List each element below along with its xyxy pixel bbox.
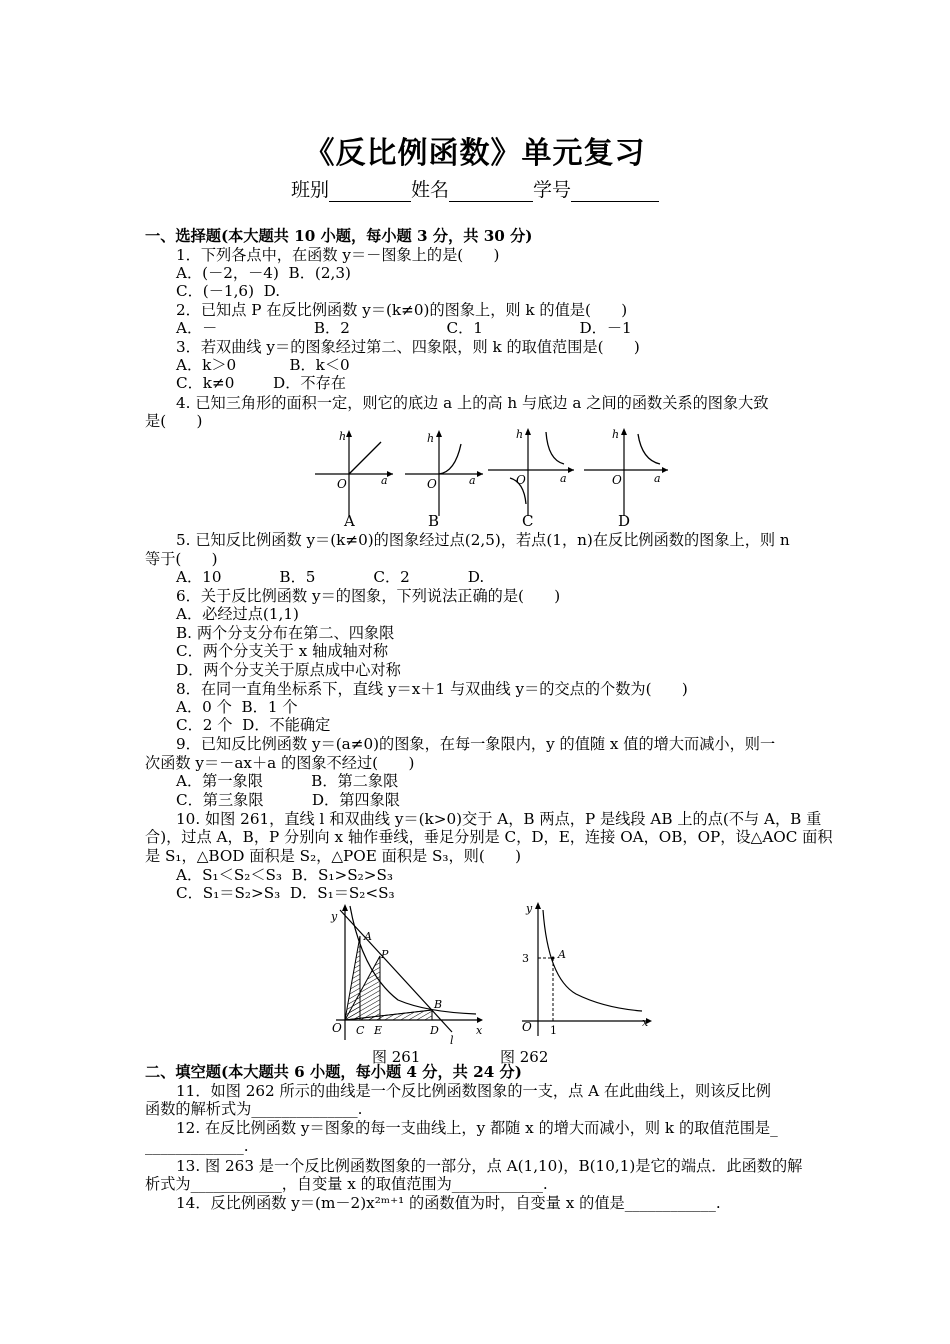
svg-text:D: D: [430, 1024, 439, 1037]
class-blank: [329, 183, 411, 202]
page-title: 《反比例函数》单元复习: [304, 136, 646, 171]
svg-text:B: B: [434, 998, 443, 1011]
text-line: 次函数 y＝－ax＋a 的图象不经过( ): [145, 754, 415, 772]
text-line: C．两个分支关于 x 轴成轴对称: [176, 642, 389, 660]
figure-262-caption: 图 262: [500, 1048, 549, 1066]
text-line: 12. 在反比例函数 y＝图象的每一支曲线上，y 都随 x 的增大而减小，则 k 的取值范围是_: [176, 1119, 778, 1137]
text-line: 是 S₁，△BOD 面积是 S₂，△POE 面积是 S₃，则( ): [145, 847, 522, 865]
text-line: 等于( ): [145, 550, 218, 568]
text-line: 合)，过点 A，B，P 分别向 x 轴作垂线，垂足分别是 C，D，E，连接 OA，OB，OP，设△AOC 面积: [145, 828, 833, 846]
svg-text:a: a: [381, 474, 388, 487]
figure-261-caption: 图 261: [372, 1048, 421, 1066]
text-line: A．k＞0 B．k＜0: [176, 356, 350, 374]
text-line: A．第一象限 B．第二象限: [176, 772, 399, 790]
svg-text:O: O: [332, 1021, 342, 1035]
text-line: 一、选择题(本大题共 10 小题，每小题 3 分，共 30 分): [145, 227, 533, 245]
class-label: 班别: [290, 179, 329, 201]
text-line: 4. 已知三角形的面积一定，则它的底边 a 上的高 h 与底边 a 之间的函数关系的图象大致: [176, 394, 769, 412]
svg-text:O: O: [612, 473, 622, 487]
text-line: 1．下列各点中，在函数 y＝－图象上的是( ): [176, 246, 500, 264]
text-line: 10. 如图 261，直线 l 和双曲线 y＝(k>0)交于 A，B 两点，P 是线段 AB 上的点(不与 A，B 重: [176, 810, 822, 828]
text-line: C．2 个 D．不能确定: [176, 716, 331, 734]
text-line: 9．已知反比例函数 y＝(a≠0)的图象，在每一象限内，y 的值随 x 值的增大而减小，则一: [176, 735, 776, 753]
text-line: 14．反比例函数 y＝(m－2)x²ᵐ⁺¹ 的函数值为时，自变量 x 的值是____________.: [176, 1194, 721, 1212]
svg-text:O: O: [427, 477, 437, 491]
svg-text:h: h: [612, 428, 620, 441]
svg-text:x: x: [642, 1016, 649, 1029]
svg-text:a: a: [654, 472, 661, 485]
svg-text:O: O: [337, 477, 347, 491]
svg-text:a: a: [469, 474, 476, 487]
text-line: 二、填空题(本大题共 6 小题，每小题 4 分，共 24 分): [145, 1063, 522, 1081]
svg-text:C: C: [356, 1024, 365, 1037]
svg-text:3: 3: [522, 952, 529, 965]
svg-text:l: l: [450, 1034, 454, 1047]
svg-text:A: A: [558, 948, 566, 961]
text-line: 5. 已知反比例函数 y＝(k≠0)的图象经过点(2,5)，若点(1，n)在反比例函数的图象上，则 n: [176, 531, 790, 549]
q4-graph-c: [488, 428, 578, 518]
svg-text:y: y: [526, 902, 533, 915]
svg-text:x: x: [476, 1024, 483, 1037]
text-line: C．k≠0 D．不存在: [176, 374, 346, 392]
svg-text:P: P: [381, 948, 389, 961]
text-line: A．－ B．2 C．1 D．－1: [176, 319, 632, 337]
text-line: C．第三象限 D．第四象限: [176, 791, 400, 809]
text-line: 6．关于反比例函数 y＝的图象，下列说法正确的是( ): [176, 587, 561, 605]
text-line: 函数的解析式为______________.: [145, 1100, 363, 1118]
q4-label-a: A: [344, 512, 355, 530]
svg-text:h: h: [427, 432, 435, 445]
student-info-line: [0, 175, 950, 202]
q4-label-d: D: [618, 512, 631, 530]
figure-262: [516, 898, 656, 1038]
text-line: A．10 B．5 C．2 D.: [176, 568, 485, 586]
svg-text:O: O: [516, 473, 526, 487]
name-label: 姓名: [410, 179, 449, 201]
number-label: 学号: [533, 179, 572, 201]
text-line: C．S₁＝S₂>S₃ D．S₁＝S₂<S₃: [176, 884, 395, 902]
text-line: 是( ): [145, 412, 203, 430]
svg-text:A: A: [364, 930, 372, 943]
name-blank: [449, 183, 533, 202]
text-line: A．(－2，－4) B．(2,3): [176, 264, 351, 282]
q4-graph-a: [315, 428, 395, 518]
q4-graph-d: [584, 428, 674, 518]
text-line: 8．在同一直角坐标系下，直线 y＝x＋1 与双曲线 y＝的交点的个数为( ): [176, 680, 688, 698]
svg-text:O: O: [522, 1020, 532, 1034]
svg-text:h: h: [516, 428, 524, 441]
text-line: A．S₁＜S₂＜S₃ B．S₁>S₂>S₃: [176, 866, 393, 884]
text-line: A．必经过点(1,1): [176, 605, 299, 623]
svg-text:h: h: [339, 430, 347, 443]
text-line: 2．已知点 P 在反比例函数 y＝(k≠0)的图象上，则 k 的值是( ): [176, 301, 628, 319]
svg-text:E: E: [374, 1024, 383, 1037]
text-line: 3．若双曲线 y＝的图象经过第二、四象限，则 k 的取值范围是( ): [176, 338, 640, 356]
q4-graph-b: [405, 428, 485, 518]
svg-text:a: a: [560, 472, 567, 485]
q4-label-b: B: [428, 512, 440, 530]
text-line: D．两个分支关于原点成中心对称: [176, 661, 401, 679]
q4-label-c: C: [522, 512, 534, 530]
text-line: C．(－1,6) D.: [176, 282, 281, 300]
figure-261: [328, 900, 488, 1048]
text-line: 13. 图 263 是一个反比例函数图象的一部分，点 A(1,10)，B(10,1)是它的端点．此函数的解: [176, 1157, 803, 1175]
number-blank: [571, 183, 659, 202]
text-line: _____________.: [145, 1137, 249, 1155]
text-line: B. 两个分支分布在第二、四象限: [176, 624, 395, 642]
text-line: A．0 个 B．1 个: [176, 698, 298, 716]
svg-text:1: 1: [550, 1024, 557, 1037]
text-line: 析式为____________，自变量 x 的取值范围为____________.: [145, 1175, 548, 1193]
text-line: 11．如图 262 所示的曲线是一个反比例函数图象的一支，点 A 在此曲线上，则该反比例: [176, 1082, 771, 1100]
svg-text:y: y: [331, 910, 338, 923]
